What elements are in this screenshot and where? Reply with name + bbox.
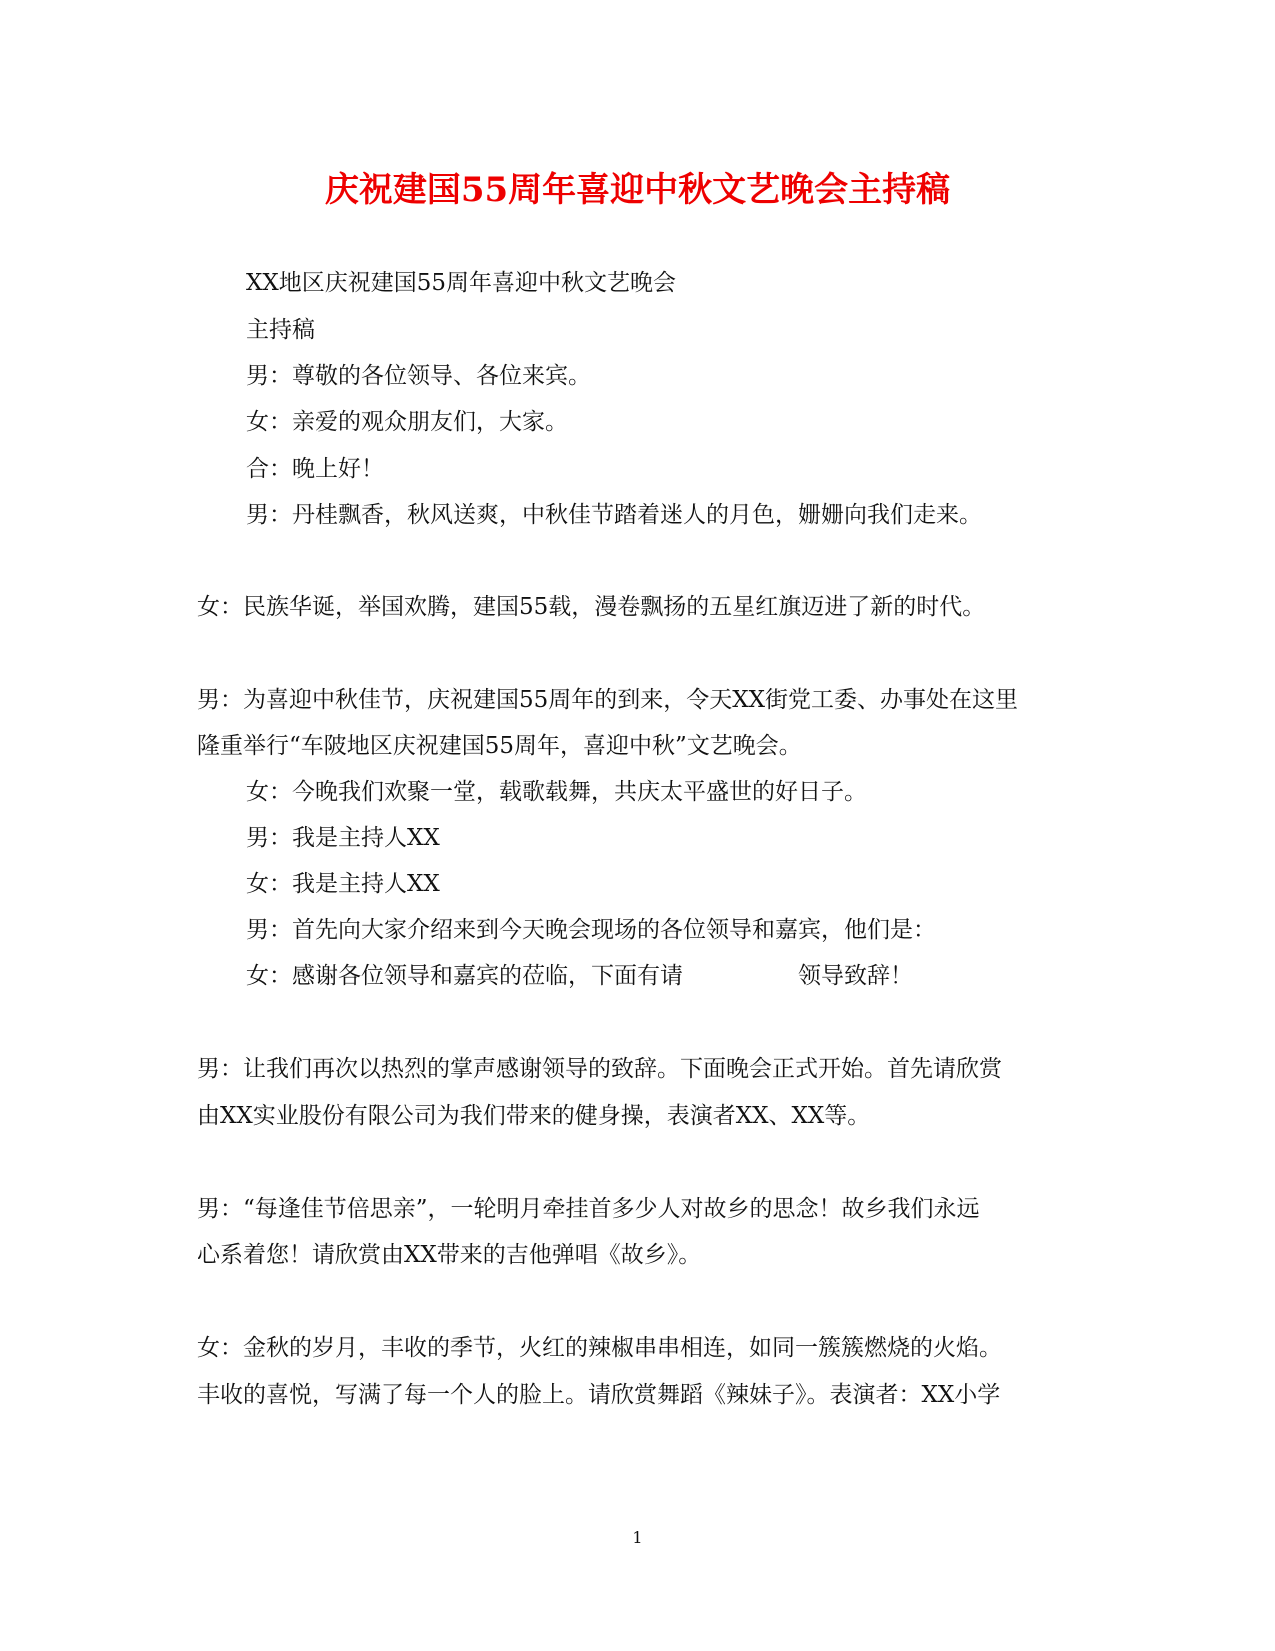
text-line: 男：尊敬的各位领导、各位来宾。 xyxy=(246,363,591,389)
document-title: 庆祝建国55周年喜迎中秋文艺晚会主持稿 xyxy=(324,170,951,210)
text-line: 男：丹桂飘香，秋风送爽，中秋佳节踏着迷人的月色，姗姗向我们走来。 xyxy=(246,502,982,528)
page-number: 1 xyxy=(632,1528,643,1547)
text-line: 丰收的喜悦，写满了每一个人的脸上。请欣赏舞蹈《辣妹子》。表演者：XX小学 xyxy=(197,1382,1001,1408)
text-line: 男：我是主持人XX xyxy=(246,825,440,851)
text-line: 男：为喜迎中秋佳节，庆祝建国55周年的到来，令天XX街党工委、办事处在这里 xyxy=(197,687,1019,713)
text-line: 心系着您！请欣赏由XX带来的吉他弹唱《故乡》。 xyxy=(197,1242,702,1268)
text-line: 女：亲爱的观众朋友们，大家。 xyxy=(246,409,568,435)
text-line: 女：感谢各位领导和嘉宾的莅临，下面有请 领导致辞！ xyxy=(246,963,913,989)
text-line: 男：让我们再次以热烈的掌声感谢领导的致辞。下面晚会正式开始。首先请欣赏 xyxy=(197,1056,1002,1082)
text-line: 隆重举行“车陂地区庆祝建国55周年，喜迎中秋”文艺晚会。 xyxy=(197,733,802,759)
text-line: 主持稿 xyxy=(246,317,315,343)
text-line: 男：“每逢佳节倍思亲”，一轮明月牵挂首多少人对故乡的思念！故乡我们永远 xyxy=(197,1196,980,1222)
text-line: 女：民族华诞，举国欢腾，建国55载，漫卷飘扬的五星红旗迈进了新的时代。 xyxy=(197,594,986,620)
text-line: 由XX实业股份有限公司为我们带来的健身操，表演者XX、XX等。 xyxy=(197,1103,871,1129)
text-line: 女：我是主持人XX xyxy=(246,871,440,897)
text-line: XX地区庆祝建国55周年喜迎中秋文艺晚会 xyxy=(246,270,677,296)
text-line: 男：首先向大家介绍来到今天晚会现场的各位领导和嘉宾，他们是： xyxy=(246,917,936,943)
text-line: 女：今晚我们欢聚一堂，载歌载舞，共庆太平盛世的好日子。 xyxy=(246,779,867,805)
text-line: 合：晚上好！ xyxy=(246,456,384,482)
text-line: 女：金秋的岁月，丰收的季节，火红的辣椒串串相连，如同一簇簇燃烧的火焰。 xyxy=(197,1335,1002,1361)
